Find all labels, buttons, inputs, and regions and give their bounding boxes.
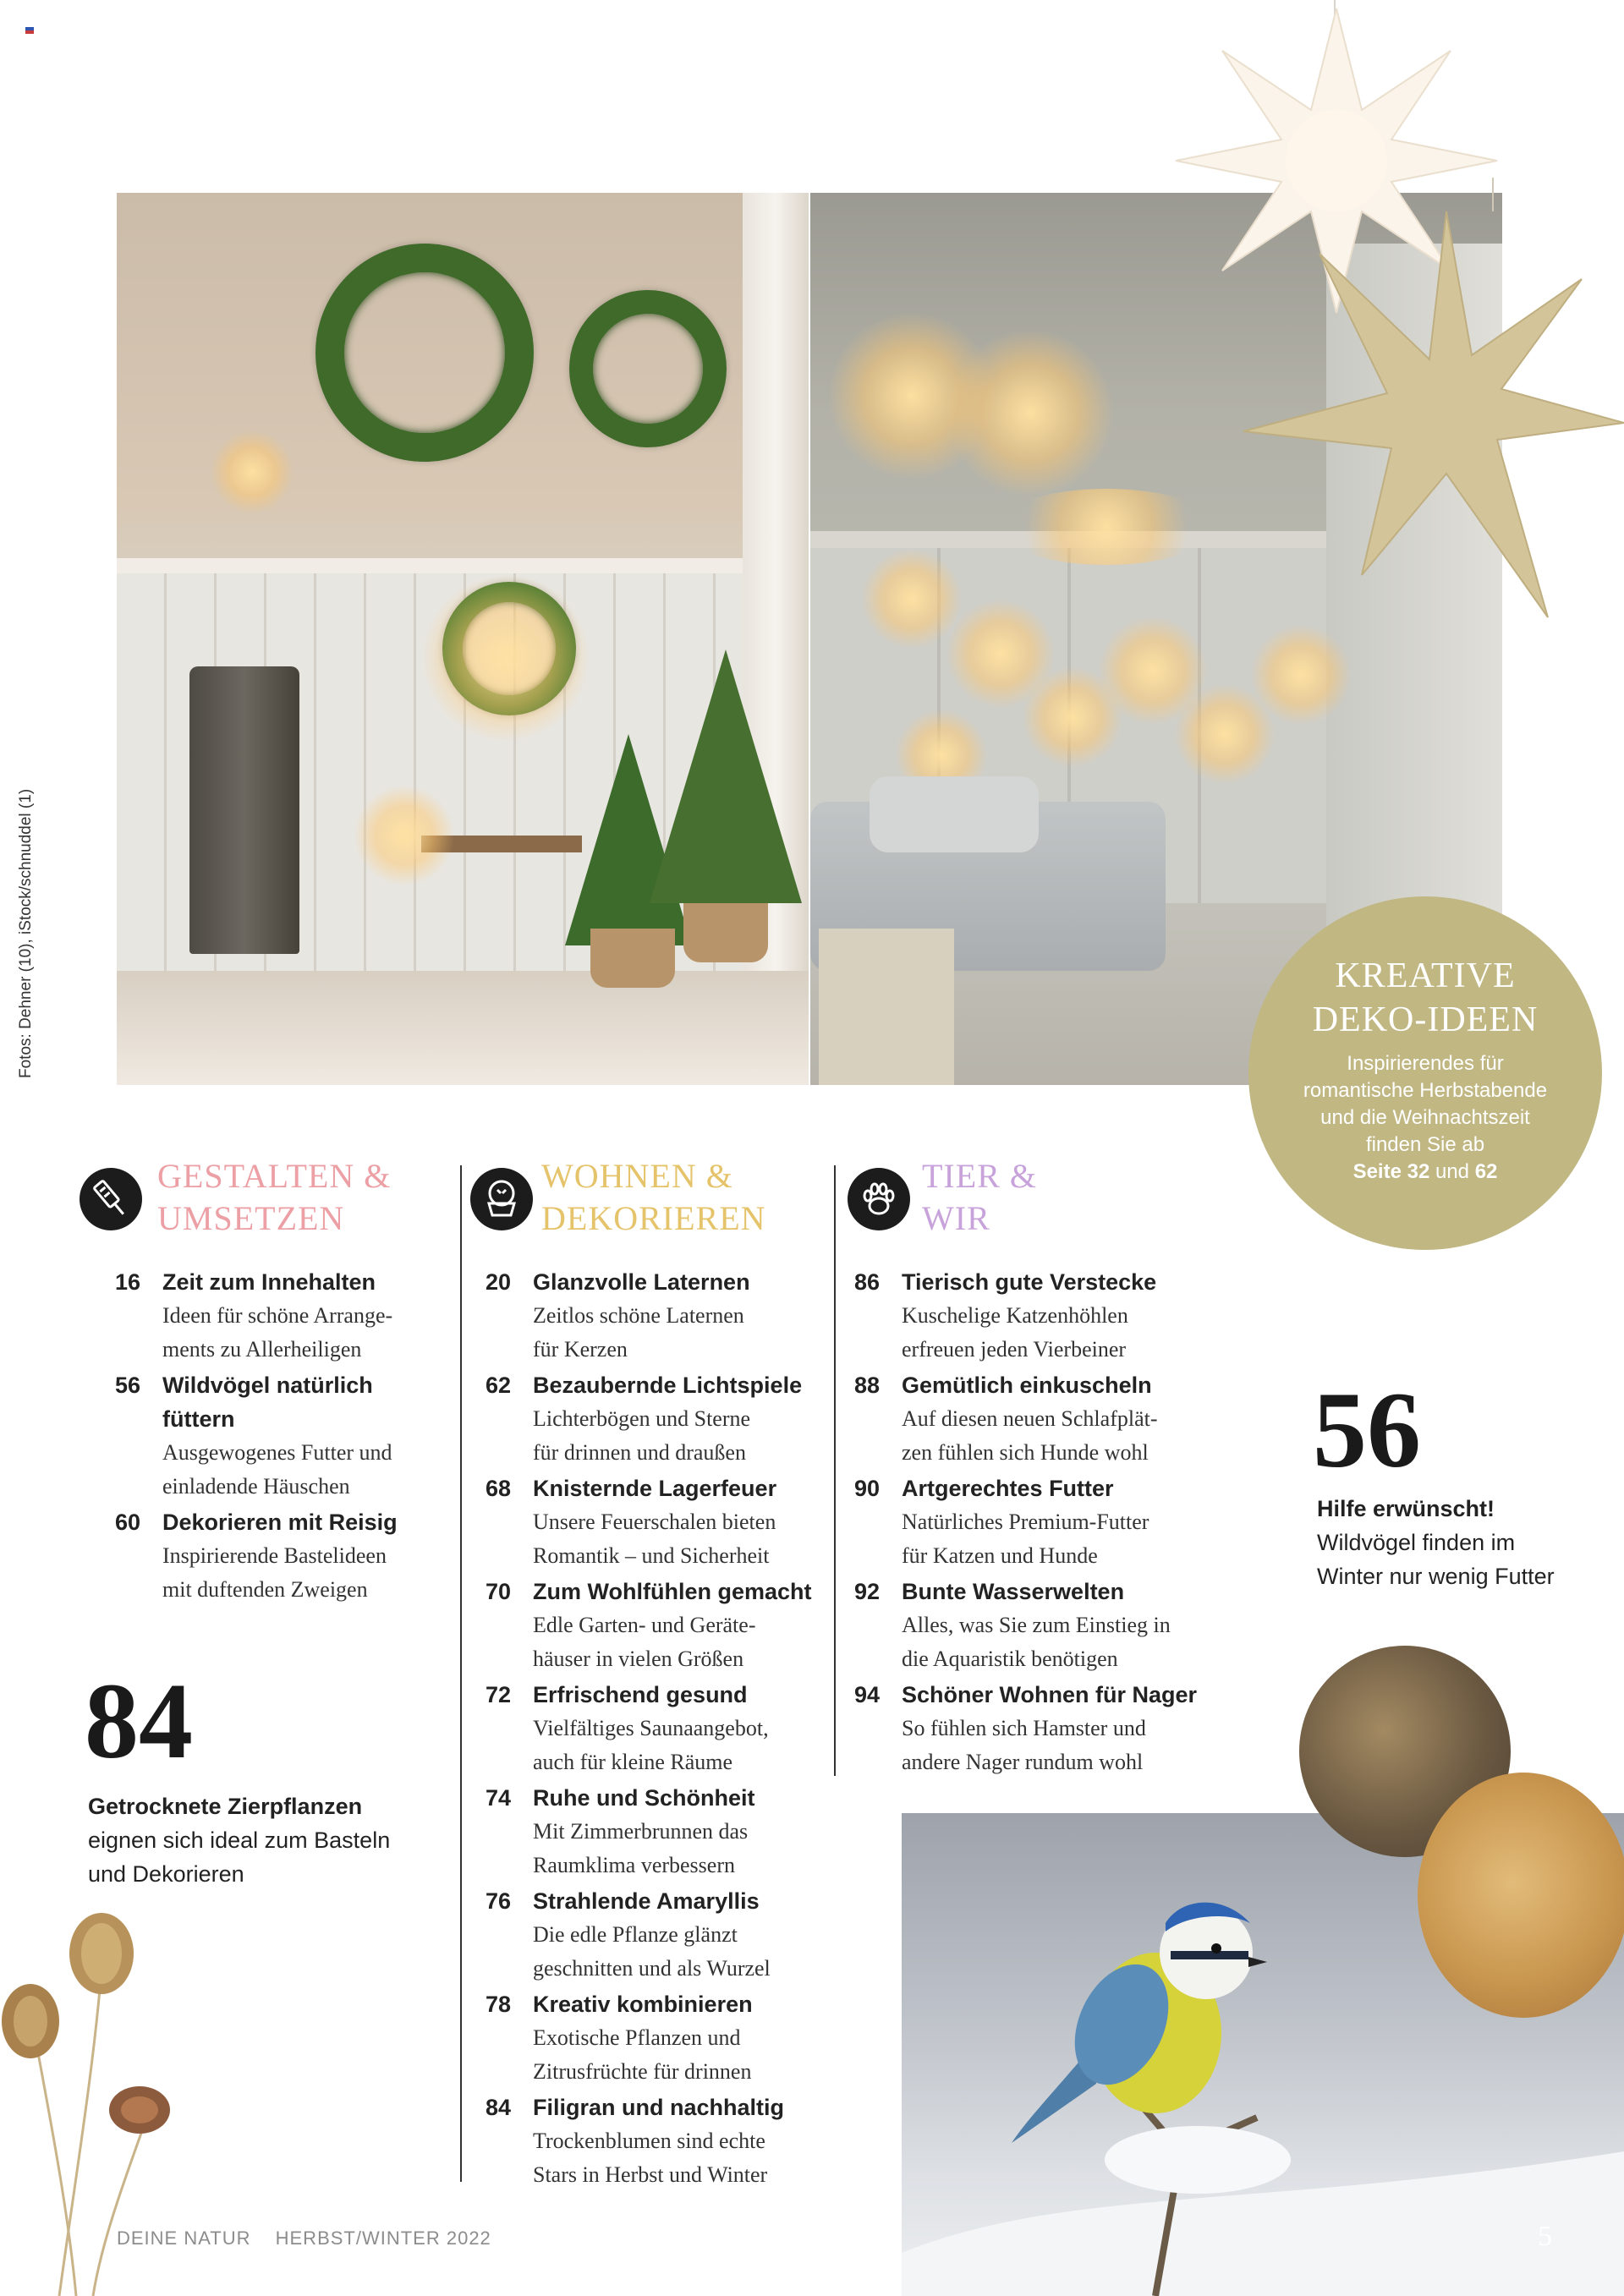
column-divider (460, 1165, 462, 2182)
toc-entry[interactable] (854, 1575, 1243, 1676)
toc-entry-desc: andere Nager rundum wohl (902, 1750, 1144, 1774)
toc-entry[interactable] (486, 1678, 841, 1779)
toc-page-number: 74 (486, 1785, 512, 1811)
toc-entry-title: Dekorieren mit Reisig (162, 1510, 398, 1535)
toc-entry-desc: einladende Häuschen (162, 1474, 350, 1499)
badge-page-link[interactable]: 62 (1474, 1160, 1498, 1183)
toc-entry-title: Erfrischend gesund (533, 1682, 748, 1707)
badge-title: KREATIVE (1335, 956, 1516, 995)
toc-entry-desc: Unsere Feuerschalen bieten (533, 1510, 776, 1534)
tree-image (650, 649, 802, 903)
trowel-icon (80, 1168, 142, 1230)
toc-entry-desc: Natürliches Premium-Futter (902, 1510, 1149, 1534)
section-title-tier (922, 1155, 1037, 1240)
highlight-title: Getrocknete Zierpflanzen (88, 1794, 363, 1819)
toc-entry-title: Ruhe und Schönheit (533, 1785, 755, 1811)
toc-entry-title: Filigran und nachhaltig (533, 2095, 784, 2120)
gold-star-icon (1226, 178, 1624, 651)
toc-entry-desc: Inspirierende Bastelideen (162, 1543, 387, 1568)
badge-text: finden Sie ab (1365, 1133, 1485, 1156)
section-title-line: DEKORIEREN (541, 1199, 766, 1237)
stove-image (189, 666, 299, 954)
section-title-line: GESTALTEN & (157, 1157, 392, 1195)
toc-entry-desc: auch für kleine Räume (533, 1750, 733, 1774)
toc-entry-desc: Exotische Pflanzen und (533, 2025, 741, 2050)
badge-title: DEKO-IDEEN (1312, 1000, 1539, 1039)
toc-entry-desc: Kuschelige Katzenhöhlen (902, 1303, 1128, 1328)
highlight-56-text (1317, 1492, 1555, 1593)
toc-entry[interactable] (854, 1678, 1243, 1779)
toc-entry-desc: für drinnen und draußen (533, 1440, 746, 1465)
page-number: 5 (1538, 2221, 1552, 2252)
toc-entry-desc: ments zu Allerheiligen (162, 1337, 362, 1362)
footer-issue: HERBST/WINTER 2022 (275, 2228, 491, 2249)
toc-page-number: 90 (854, 1476, 881, 1501)
toc-entry-desc: Mit Zimmerbrunnen das (533, 1819, 749, 1844)
section-title-line: WOHNEN & (541, 1157, 733, 1195)
toc-entry-desc: Die edle Pflanze glänzt (533, 1922, 738, 1947)
toc-page-number: 92 (854, 1579, 881, 1604)
toc-page-number: 60 (115, 1510, 141, 1535)
toc-entry-desc: So fühlen sich Hamster und (902, 1716, 1146, 1740)
highlight-text-line: und Dekorieren (88, 1861, 244, 1887)
toc-entry-desc: für Kerzen (533, 1337, 628, 1362)
flag-icon (25, 27, 34, 34)
toc-entry[interactable] (486, 1471, 841, 1573)
toc-entry-title: Glanzvolle Laternen (533, 1269, 750, 1295)
toc-entry-desc: Ideen für schöne Arrange- (162, 1303, 393, 1328)
highlight-text-line: eignen sich ideal zum Basteln (88, 1827, 391, 1853)
toc-column-wohnen (486, 1265, 841, 2194)
toc-entry-title: Strahlende Amaryllis (533, 1888, 760, 1914)
toc-entry-title: Zeit zum Innehalten (162, 1269, 376, 1295)
toc-page-number: 62 (486, 1373, 512, 1398)
toc-entry[interactable] (486, 1884, 841, 1986)
toc-entry-desc: Raumklima verbessern (533, 1853, 735, 1877)
toc-entry-title: Bezaubernde Lichtspiele (533, 1373, 803, 1398)
toc-page-number: 84 (486, 2095, 512, 2120)
highlight-page-number: 84 (85, 1661, 193, 1781)
highlight-page-number: 56 (1313, 1370, 1421, 1490)
toc-column-gestalten (115, 1265, 453, 1608)
toc-entry-desc: Vielfältiges Saunaangebot, (533, 1716, 769, 1740)
toc-entry-desc: Auf diesen neuen Schlafplät- (902, 1406, 1158, 1431)
toc-entry-title: Knisternde Lagerfeuer (533, 1476, 777, 1501)
toc-entry-title: Artgerechtes Futter (902, 1476, 1114, 1501)
section-title-line: UMSETZEN (157, 1199, 345, 1237)
toc-entry-title: füttern (162, 1406, 235, 1432)
highlight-84-text (88, 1789, 390, 1891)
badge-text: und die Weihnachtszeit (1320, 1106, 1530, 1129)
footer (117, 2228, 510, 2249)
toc-entry[interactable] (486, 1575, 841, 1676)
toc-entry-desc: Zeitlos schöne Laternen (533, 1303, 744, 1328)
toc-entry-desc: Edle Garten- und Geräte- (533, 1613, 756, 1637)
toc-entry-title: Tierisch gute Verstecke (902, 1269, 1157, 1295)
toc-entry-title: Schöner Wohnen für Nager (902, 1682, 1198, 1707)
badge-page-link[interactable]: Seite 32 (1352, 1160, 1430, 1183)
cactus-pot-icon (470, 1168, 533, 1230)
toc-entry-desc: mit duftenden Zweigen (162, 1577, 368, 1602)
kreative-deko-badge (1248, 896, 1602, 1250)
toc-entry-desc: geschnitten und als Wurzel (533, 1956, 771, 1981)
toc-entry-desc: Lichterbögen und Sterne (533, 1406, 751, 1431)
toc-entry[interactable] (115, 1505, 453, 1607)
toc-entry-desc: Romantik – und Sicherheit (533, 1543, 770, 1568)
toc-entry[interactable] (486, 2091, 841, 2192)
toc-page-number: 94 (854, 1682, 881, 1707)
highlight-title: Hilfe erwünscht! (1317, 1496, 1495, 1521)
toc-entry-title: Gemütlich einkuscheln (902, 1373, 1152, 1398)
toc-entry-desc: Zitrusfrüchte für drinnen (533, 2059, 752, 2084)
oat-ball-image (1418, 1773, 1624, 2018)
toc-entry-desc: Ausgewogenes Futter und (162, 1440, 392, 1465)
toc-page-number: 88 (854, 1373, 881, 1398)
toc-entry-desc: erfreuen jeden Vierbeiner (902, 1337, 1127, 1362)
toc-page-number: 20 (486, 1269, 512, 1295)
toc-entry-desc: für Katzen und Hunde (902, 1543, 1098, 1568)
highlight-text-line: Winter nur wenig Futter (1317, 1564, 1555, 1589)
toc-page-number: 78 (486, 1992, 512, 2017)
toc-page-number: 72 (486, 1682, 512, 1707)
toc-entry[interactable] (115, 1265, 453, 1367)
wreath-image (569, 290, 727, 447)
paw-icon (848, 1168, 910, 1230)
toc-entry[interactable] (854, 1471, 1243, 1573)
toc-entry-title: Zum Wohlfühlen gemacht (533, 1579, 812, 1604)
toc-entry-desc: Trockenblumen sind echte (533, 2129, 765, 2153)
toc-column-tier (854, 1265, 1243, 1781)
highlight-text-line: Wildvögel finden im (1317, 1530, 1516, 1555)
toc-page-number: 68 (486, 1476, 512, 1501)
blue-tit-icon (1012, 1903, 1267, 2143)
toc-page-number: 56 (115, 1373, 141, 1398)
toc-entry-desc: zen fühlen sich Hunde wohl (902, 1440, 1149, 1465)
toc-entry[interactable] (115, 1368, 453, 1504)
section-title-gestalten (157, 1155, 391, 1240)
badge-text: romantische Herbstabende (1303, 1079, 1548, 1102)
toc-entry-title: Wildvögel natürlich (162, 1373, 373, 1398)
toc-page-number: 76 (486, 1888, 512, 1914)
photo-credit (17, 788, 35, 1087)
toc-entry-desc: Alles, was Sie zum Einstieg in (902, 1613, 1171, 1637)
toc-entry[interactable] (486, 1987, 841, 2089)
toc-entry[interactable] (486, 1781, 841, 1882)
footer-magazine-name: DEINE NATUR (117, 2228, 251, 2249)
toc-entry-desc: Stars in Herbst und Winter (533, 2162, 768, 2187)
badge-text: Inspirierendes für (1347, 1052, 1504, 1075)
section-title-line: TIER & (922, 1157, 1037, 1195)
toc-page-number: 16 (115, 1269, 141, 1295)
toc-page-number: 86 (854, 1269, 881, 1295)
toc-entry-desc: häuser in vielen Größen (533, 1647, 744, 1671)
toc-entry[interactable] (486, 1368, 841, 1470)
toc-page-number: 70 (486, 1579, 512, 1604)
badge-text: und (1435, 1160, 1470, 1183)
christmas-decor-photo (117, 193, 809, 1085)
toc-entry[interactable] (854, 1265, 1243, 1367)
toc-entry[interactable] (854, 1368, 1243, 1470)
toc-entry-desc: die Aquaristik benötigen (902, 1647, 1118, 1671)
toc-entry[interactable] (486, 1265, 841, 1367)
toc-entry-title: Bunte Wasserwelten (902, 1579, 1125, 1604)
toc-entry-title: Kreativ kombinieren (533, 1992, 753, 2017)
section-title-line: WIR (922, 1199, 990, 1237)
photo-credit-text: Fotos: Dehner (10), iStock/schnuddel (1) (17, 788, 35, 1078)
wreath-image (315, 244, 534, 462)
section-title-wohnen (541, 1155, 766, 1240)
